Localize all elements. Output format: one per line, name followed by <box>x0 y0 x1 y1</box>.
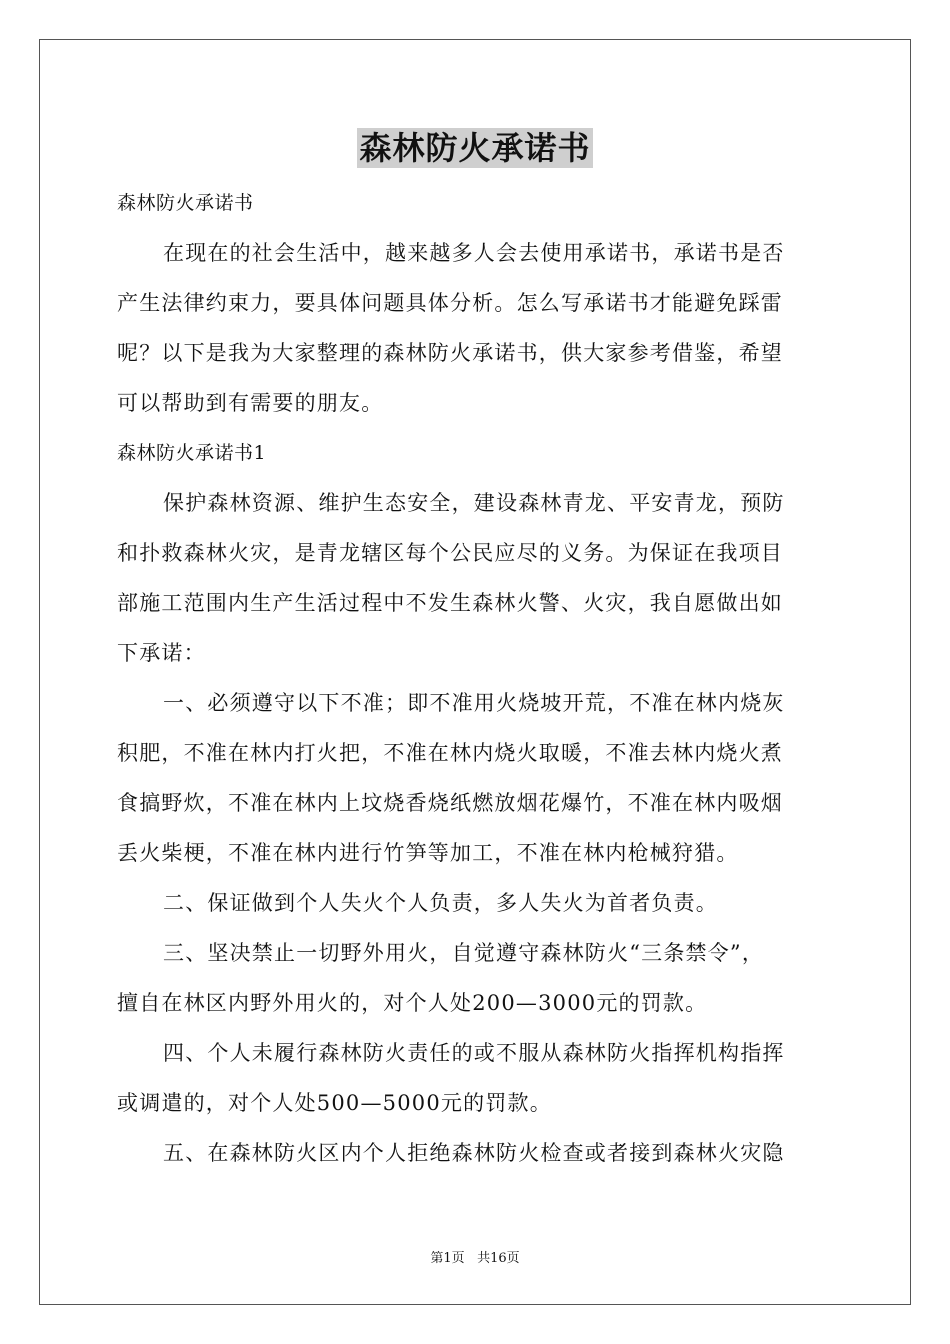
paragraph-line: 在现在的社会生活中，越来越多人会去使用承诺书，承诺书是否 <box>163 241 785 265</box>
paragraph-line: 积肥，不准在林内打火把，不准在林内烧火取暖，不准去林内烧火煮 <box>117 741 783 765</box>
paragraph-line: 食搞野炊，不准在林内上坟烧香烧纸燃放烟花爆竹，不准在林内吸烟 <box>117 791 783 815</box>
page-total: 共16页 <box>477 1251 520 1266</box>
paragraph-line: 丢火柴梗，不准在林内进行竹笋等加工，不准在林内枪械狩猎。 <box>117 841 739 865</box>
page-number: 第1页 <box>430 1251 465 1266</box>
paragraph-line: 呢？以下是我为大家整理的森林防火承诺书，供大家参考借鉴，希望 <box>117 341 783 365</box>
paragraph-line: 五、在森林防火区内个人拒绝森林防火检查或者接到森林火灾隐 <box>163 1141 785 1165</box>
paragraph-line: 擅自在林区内野外用火的，对个人处200—3000元的罚款。 <box>117 991 708 1015</box>
paragraph-line: 产生法律约束力，要具体问题具体分析。怎么写承诺书才能避免踩雷 <box>117 291 783 315</box>
paragraph-line: 部施工范围内生产生活过程中不发生森林火警、火灾，我自愿做出如 <box>117 591 783 615</box>
paragraph-line: 和扑救森林火灾，是青龙辖区每个公民应尽的义务。为保证在我项目 <box>117 541 783 565</box>
paragraph-line: 或调遣的，对个人处500—5000元的罚款。 <box>117 1091 552 1115</box>
paragraph-line: 保护森林资源、维护生态安全，建设森林青龙、平安青龙，预防 <box>163 491 785 515</box>
paragraph-line: 一、必须遵守以下不准；即不准用火烧坡开荒，不准在林内烧灰 <box>163 691 785 715</box>
paragraph-line: 可以帮助到有需要的朋友。 <box>117 391 384 415</box>
paragraph-line: 下承诺： <box>117 641 206 665</box>
paragraph-line: 三、坚决禁止一切野外用火，自觉遵守森林防火“三条禁令”， <box>163 941 765 965</box>
page-footer <box>0 1247 950 1266</box>
paragraph-line: 二、保证做到个人失火个人负责，多人失火为首者负责。 <box>163 891 718 915</box>
paragraph-line: 四、个人未履行森林防火责任的或不服从森林防火指挥机构指挥 <box>163 1041 785 1065</box>
document-title: 森林防火承诺书 <box>359 129 591 167</box>
document-body <box>117 178 833 1178</box>
section-heading: 森林防火承诺书1 <box>117 442 267 464</box>
subheading: 森林防火承诺书 <box>117 192 254 214</box>
title-container <box>0 128 950 168</box>
